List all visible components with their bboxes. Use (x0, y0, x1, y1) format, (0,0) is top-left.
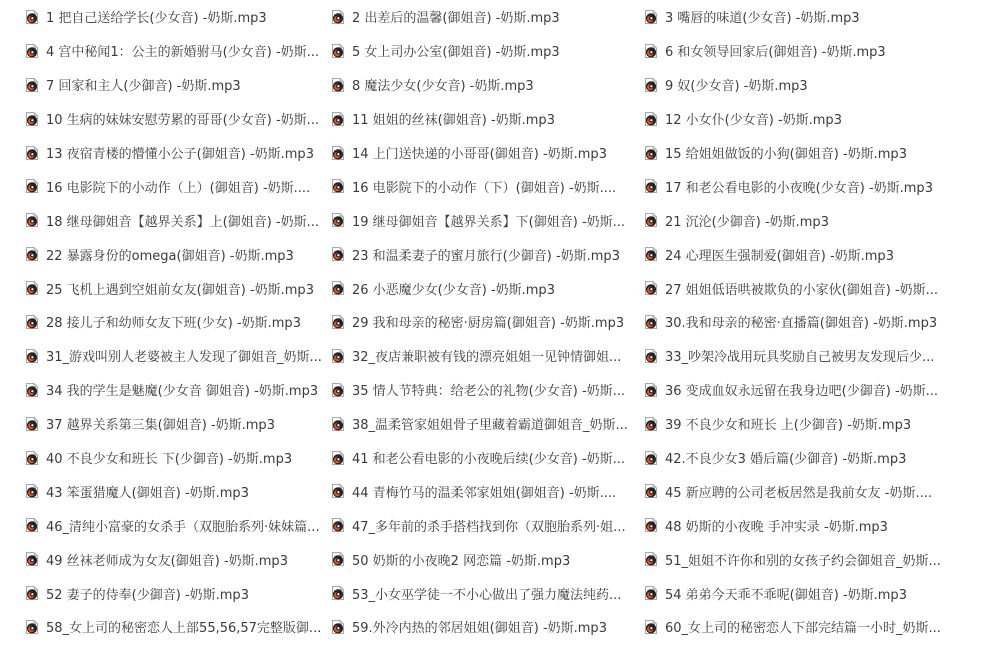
file-name: 14 上门送快递的小哥哥(御姐音) -奶斯.mp3 (352, 147, 607, 162)
media-file-icon (24, 450, 40, 466)
media-file-icon (24, 483, 40, 499)
file-name: 16 电影院下的小动作（上）(御姐音) -奶斯.... (46, 180, 311, 196)
media-file-icon (643, 77, 659, 93)
media-file-icon (643, 43, 659, 59)
file-item[interactable] (330, 102, 636, 136)
media-file-icon (24, 111, 40, 127)
file-name: 34 我的学生是魅魔(少女音 御姐音) -奶斯.mp3 (46, 384, 319, 400)
media-file-icon (24, 585, 40, 601)
media-file-icon (330, 517, 346, 533)
media-file-icon (643, 450, 659, 466)
file-name: 39 不良少女和班长 上(少御音) -奶斯.mp3 (665, 418, 912, 434)
file-name: 42.不良少女3 婚后篇(少御音) -奶斯.mp3 (665, 452, 907, 468)
file-item[interactable] (643, 576, 981, 610)
file-item[interactable] (330, 203, 636, 237)
file-item[interactable] (330, 0, 636, 34)
file-item[interactable] (643, 508, 981, 542)
media-file-icon (24, 145, 40, 161)
file-name: 7 回家和主人(少御音) -奶斯.mp3 (46, 79, 241, 95)
file-item[interactable] (643, 68, 981, 102)
file-item[interactable] (24, 102, 322, 136)
media-file-icon (330, 551, 346, 567)
media-file-icon (24, 77, 40, 93)
file-column-3 (643, 0, 981, 644)
media-file-icon (24, 382, 40, 398)
file-name: 21 沉沦(少御音) -奶斯.mp3 (665, 214, 829, 230)
media-file-icon (330, 348, 346, 364)
file-item[interactable] (643, 271, 981, 305)
media-file-icon (643, 280, 659, 296)
file-name: 45 新应聘的公司老板居然是我前女友 -奶斯.... (665, 485, 933, 501)
file-item[interactable] (24, 441, 322, 475)
file-name: 9 奴(少女音) -奶斯.mp3 (665, 79, 808, 95)
file-item[interactable] (330, 169, 636, 203)
media-file-icon (24, 348, 40, 364)
file-name: 49 丝袜老师成为女友(御姐音) -奶斯.mp3 (46, 553, 288, 569)
file-name: 6 和女领导回家后(御姐音) -奶斯.mp3 (665, 45, 886, 61)
file-item[interactable] (643, 441, 981, 475)
media-file-icon (330, 9, 346, 25)
media-file-icon (330, 585, 346, 601)
file-name: 36 变成血奴永远留在我身边吧(少御音) -奶斯... (665, 384, 939, 400)
file-name: 15 给姐姐做饭的小狗(御姐音) -奶斯.mp3 (665, 147, 907, 162)
file-item[interactable] (24, 271, 322, 305)
file-item[interactable] (24, 576, 322, 610)
media-file-icon (330, 43, 346, 59)
file-item[interactable] (643, 373, 981, 407)
file-name: 22 暴露身份的omega(御姐音) -奶斯.mp3 (46, 248, 294, 264)
media-file-icon (24, 551, 40, 567)
media-file-icon (643, 212, 659, 228)
file-name: 46_清纯小富豪的女杀手（双胞胎系列·妹妹篇... (46, 519, 320, 535)
file-item[interactable] (330, 508, 636, 542)
file-name: 23 和温柔妻子的蜜月旅行(少御音) -奶斯.mp3 (352, 248, 620, 264)
media-file-icon (330, 619, 346, 635)
file-name: 40 不良少女和班长 下(少御音) -奶斯.mp3 (46, 452, 293, 468)
file-name: 1 把自己送给学长(少女音) -奶斯.mp3 (46, 11, 267, 27)
file-name: 27 姐姐低语哄被欺负的小家伙(御姐音) -奶斯... (665, 282, 939, 298)
file-item[interactable] (330, 474, 636, 508)
file-item[interactable] (24, 136, 322, 170)
media-file-icon (643, 619, 659, 635)
file-name: 59.外冷内热的邻居姐姐(御姐音) -奶斯.mp3 (352, 621, 607, 637)
media-file-icon (643, 9, 659, 25)
file-name: 52 妻子的侍奉(少御音) -奶斯.mp3 (46, 587, 249, 603)
file-name: 41 和老公看电影的小夜晚后续(少女音) -奶斯... (352, 452, 626, 468)
media-file-icon (24, 246, 40, 262)
file-item[interactable] (330, 237, 636, 271)
file-item[interactable] (24, 68, 322, 102)
file-item[interactable] (643, 237, 981, 271)
media-file-icon (24, 178, 40, 194)
file-item[interactable] (330, 339, 636, 373)
file-name: 25 飞机上遇到空姐前女友(御姐音) -奶斯.mp3 (46, 282, 314, 298)
file-item[interactable] (330, 271, 636, 305)
file-item[interactable] (330, 576, 636, 610)
file-item[interactable] (24, 407, 322, 441)
media-file-icon (330, 450, 346, 466)
media-file-icon (330, 280, 346, 296)
media-file-icon (330, 314, 346, 330)
file-item[interactable] (643, 339, 981, 373)
file-item[interactable] (330, 34, 636, 68)
file-name: 35 情人节特典：给老公的礼物(少女音) -奶斯... (352, 384, 626, 400)
file-item[interactable] (643, 203, 981, 237)
file-item[interactable] (24, 542, 322, 576)
media-file-icon (330, 483, 346, 499)
media-file-icon (24, 416, 40, 432)
media-file-icon (643, 178, 659, 194)
file-name: 51_姐姐不许你和别的女孩子约会御姐音_奶斯... (665, 553, 941, 569)
file-item[interactable] (330, 542, 636, 576)
file-item[interactable] (330, 407, 636, 441)
file-item[interactable] (24, 203, 322, 237)
media-file-icon (643, 382, 659, 398)
media-file-icon (643, 111, 659, 127)
media-file-icon (24, 280, 40, 296)
file-name: 44 青梅竹马的温柔邻家姐姐(御姐音) -奶斯.... (352, 485, 617, 501)
file-name: 16 电影院下的小动作（下）(御姐音) -奶斯.... (352, 180, 617, 196)
file-name: 17 和老公看电影的小夜晚(少女音) -奶斯.mp3 (665, 180, 933, 196)
file-item[interactable] (643, 102, 981, 136)
file-item[interactable] (24, 34, 322, 68)
media-file-icon (643, 145, 659, 161)
file-name: 48 奶斯的小夜晚 手冲实录 -奶斯.mp3 (665, 519, 888, 535)
media-file-icon (330, 382, 346, 398)
file-item[interactable] (643, 474, 981, 508)
file-name: 28 接儿子和幼师女友下班(少女) -奶斯.mp3 (46, 316, 301, 332)
file-name: 2 出差后的温馨(御姐音) -奶斯.mp3 (352, 11, 560, 27)
file-name: 58_女上司的秘密恋人上部55,56,57完整版御... (46, 621, 322, 637)
file-name: 12 小女仆(少女音) -奶斯.mp3 (665, 113, 842, 129)
media-file-icon (330, 111, 346, 127)
file-item[interactable] (643, 136, 981, 170)
media-file-icon (24, 212, 40, 228)
file-name: 60_女上司的秘密恋人下部完结篇一小时_奶斯... (665, 621, 941, 637)
media-file-icon (24, 9, 40, 25)
media-file-icon (643, 416, 659, 432)
file-item[interactable] (330, 305, 636, 339)
file-name: 19 继母御姐音【越界关系】下(御姐音) -奶斯... (352, 214, 626, 230)
file-name: 13 夜宿青楼的懵懂小公子(御姐音) -奶斯.mp3 (46, 147, 314, 162)
file-item[interactable] (24, 339, 322, 373)
media-file-icon (643, 483, 659, 499)
file-name: 5 女上司办公室(御姐音) -奶斯.mp3 (352, 45, 560, 61)
file-item[interactable] (330, 68, 636, 102)
file-item[interactable] (24, 610, 322, 644)
file-name: 37 越界关系第三集(御姐音) -奶斯.mp3 (46, 418, 275, 434)
file-name: 26 小恶魔少女(少女音) -奶斯.mp3 (352, 282, 555, 298)
file-item[interactable] (24, 0, 322, 34)
media-file-icon (24, 314, 40, 330)
file-item[interactable] (24, 237, 322, 271)
file-name: 33_吵架冷战用玩具奖励自己被男友发现后少... (665, 350, 935, 366)
file-item[interactable] (330, 136, 636, 170)
media-file-icon (330, 77, 346, 93)
file-item[interactable] (643, 542, 981, 576)
file-name: 10 生病的妹妹安慰劳累的哥哥(少女音) -奶斯... (46, 113, 320, 129)
file-name: 31_游戏叫别人老婆被主人发现了御姐音_奶斯... (46, 350, 322, 366)
file-item[interactable] (24, 305, 322, 339)
file-item[interactable] (643, 407, 981, 441)
media-file-icon (24, 619, 40, 635)
file-item[interactable] (643, 610, 981, 644)
file-name: 11 姐姐的丝袜(御姐音) -奶斯.mp3 (352, 113, 555, 129)
file-item[interactable] (643, 0, 981, 34)
media-file-icon (330, 416, 346, 432)
file-name: 24 心理医生强制爱(御姐音) -奶斯.mp3 (665, 248, 894, 264)
file-name: 18 继母御姐音【越界关系】上(御姐音) -奶斯... (46, 214, 320, 230)
media-file-icon (330, 178, 346, 194)
file-name: 54 弟弟今天乖不乖呢(御姐音) -奶斯.mp3 (665, 587, 907, 603)
file-name: 30.我和母亲的秘密·直播篇(御姐音) -奶斯.mp3 (665, 316, 938, 332)
file-item[interactable] (24, 508, 322, 542)
media-file-icon (643, 246, 659, 262)
file-item[interactable] (24, 373, 322, 407)
media-file-icon (643, 585, 659, 601)
file-item[interactable] (330, 610, 636, 644)
file-name: 50 奶斯的小夜晚2 网恋篇 -奶斯.mp3 (352, 553, 571, 569)
media-file-icon (643, 517, 659, 533)
file-name: 43 笨蛋猎魔人(御姐音) -奶斯.mp3 (46, 485, 249, 501)
media-file-icon (24, 43, 40, 59)
file-name: 8 魔法少女(少女音) -奶斯.mp3 (352, 79, 534, 95)
file-name: 29 我和母亲的秘密·厨房篇(御姐音) -奶斯.mp3 (352, 316, 625, 332)
file-item[interactable] (330, 441, 636, 475)
file-item[interactable] (643, 305, 981, 339)
media-file-icon (24, 517, 40, 533)
file-item[interactable] (643, 34, 981, 68)
media-file-icon (330, 246, 346, 262)
file-name: 53_小女巫学徒一不小心做出了强力魔法纯药... (352, 587, 622, 603)
file-column-1 (24, 0, 322, 644)
file-item[interactable] (330, 373, 636, 407)
file-name: 38_温柔管家姐姐骨子里藏着霸道御姐音_奶斯... (352, 418, 628, 434)
file-name: 4 宫中秘闻1：公主的新婚驸马(少女音) -奶斯... (46, 45, 320, 61)
file-column-2 (330, 0, 636, 644)
media-file-icon (643, 314, 659, 330)
media-file-icon (643, 551, 659, 567)
media-file-icon (330, 212, 346, 228)
file-item[interactable] (643, 169, 981, 203)
file-name: 32_夜店兼职被有钱的漂亮姐姐一见钟情御姐... (352, 350, 622, 366)
media-file-icon (643, 348, 659, 364)
file-item[interactable] (24, 169, 322, 203)
file-name: 3 嘴唇的味道(少女音) -奶斯.mp3 (665, 11, 860, 27)
file-name: 47_多年前的杀手搭档找到你（双胞胎系列·姐... (352, 519, 626, 535)
file-item[interactable] (24, 474, 322, 508)
media-file-icon (330, 145, 346, 161)
